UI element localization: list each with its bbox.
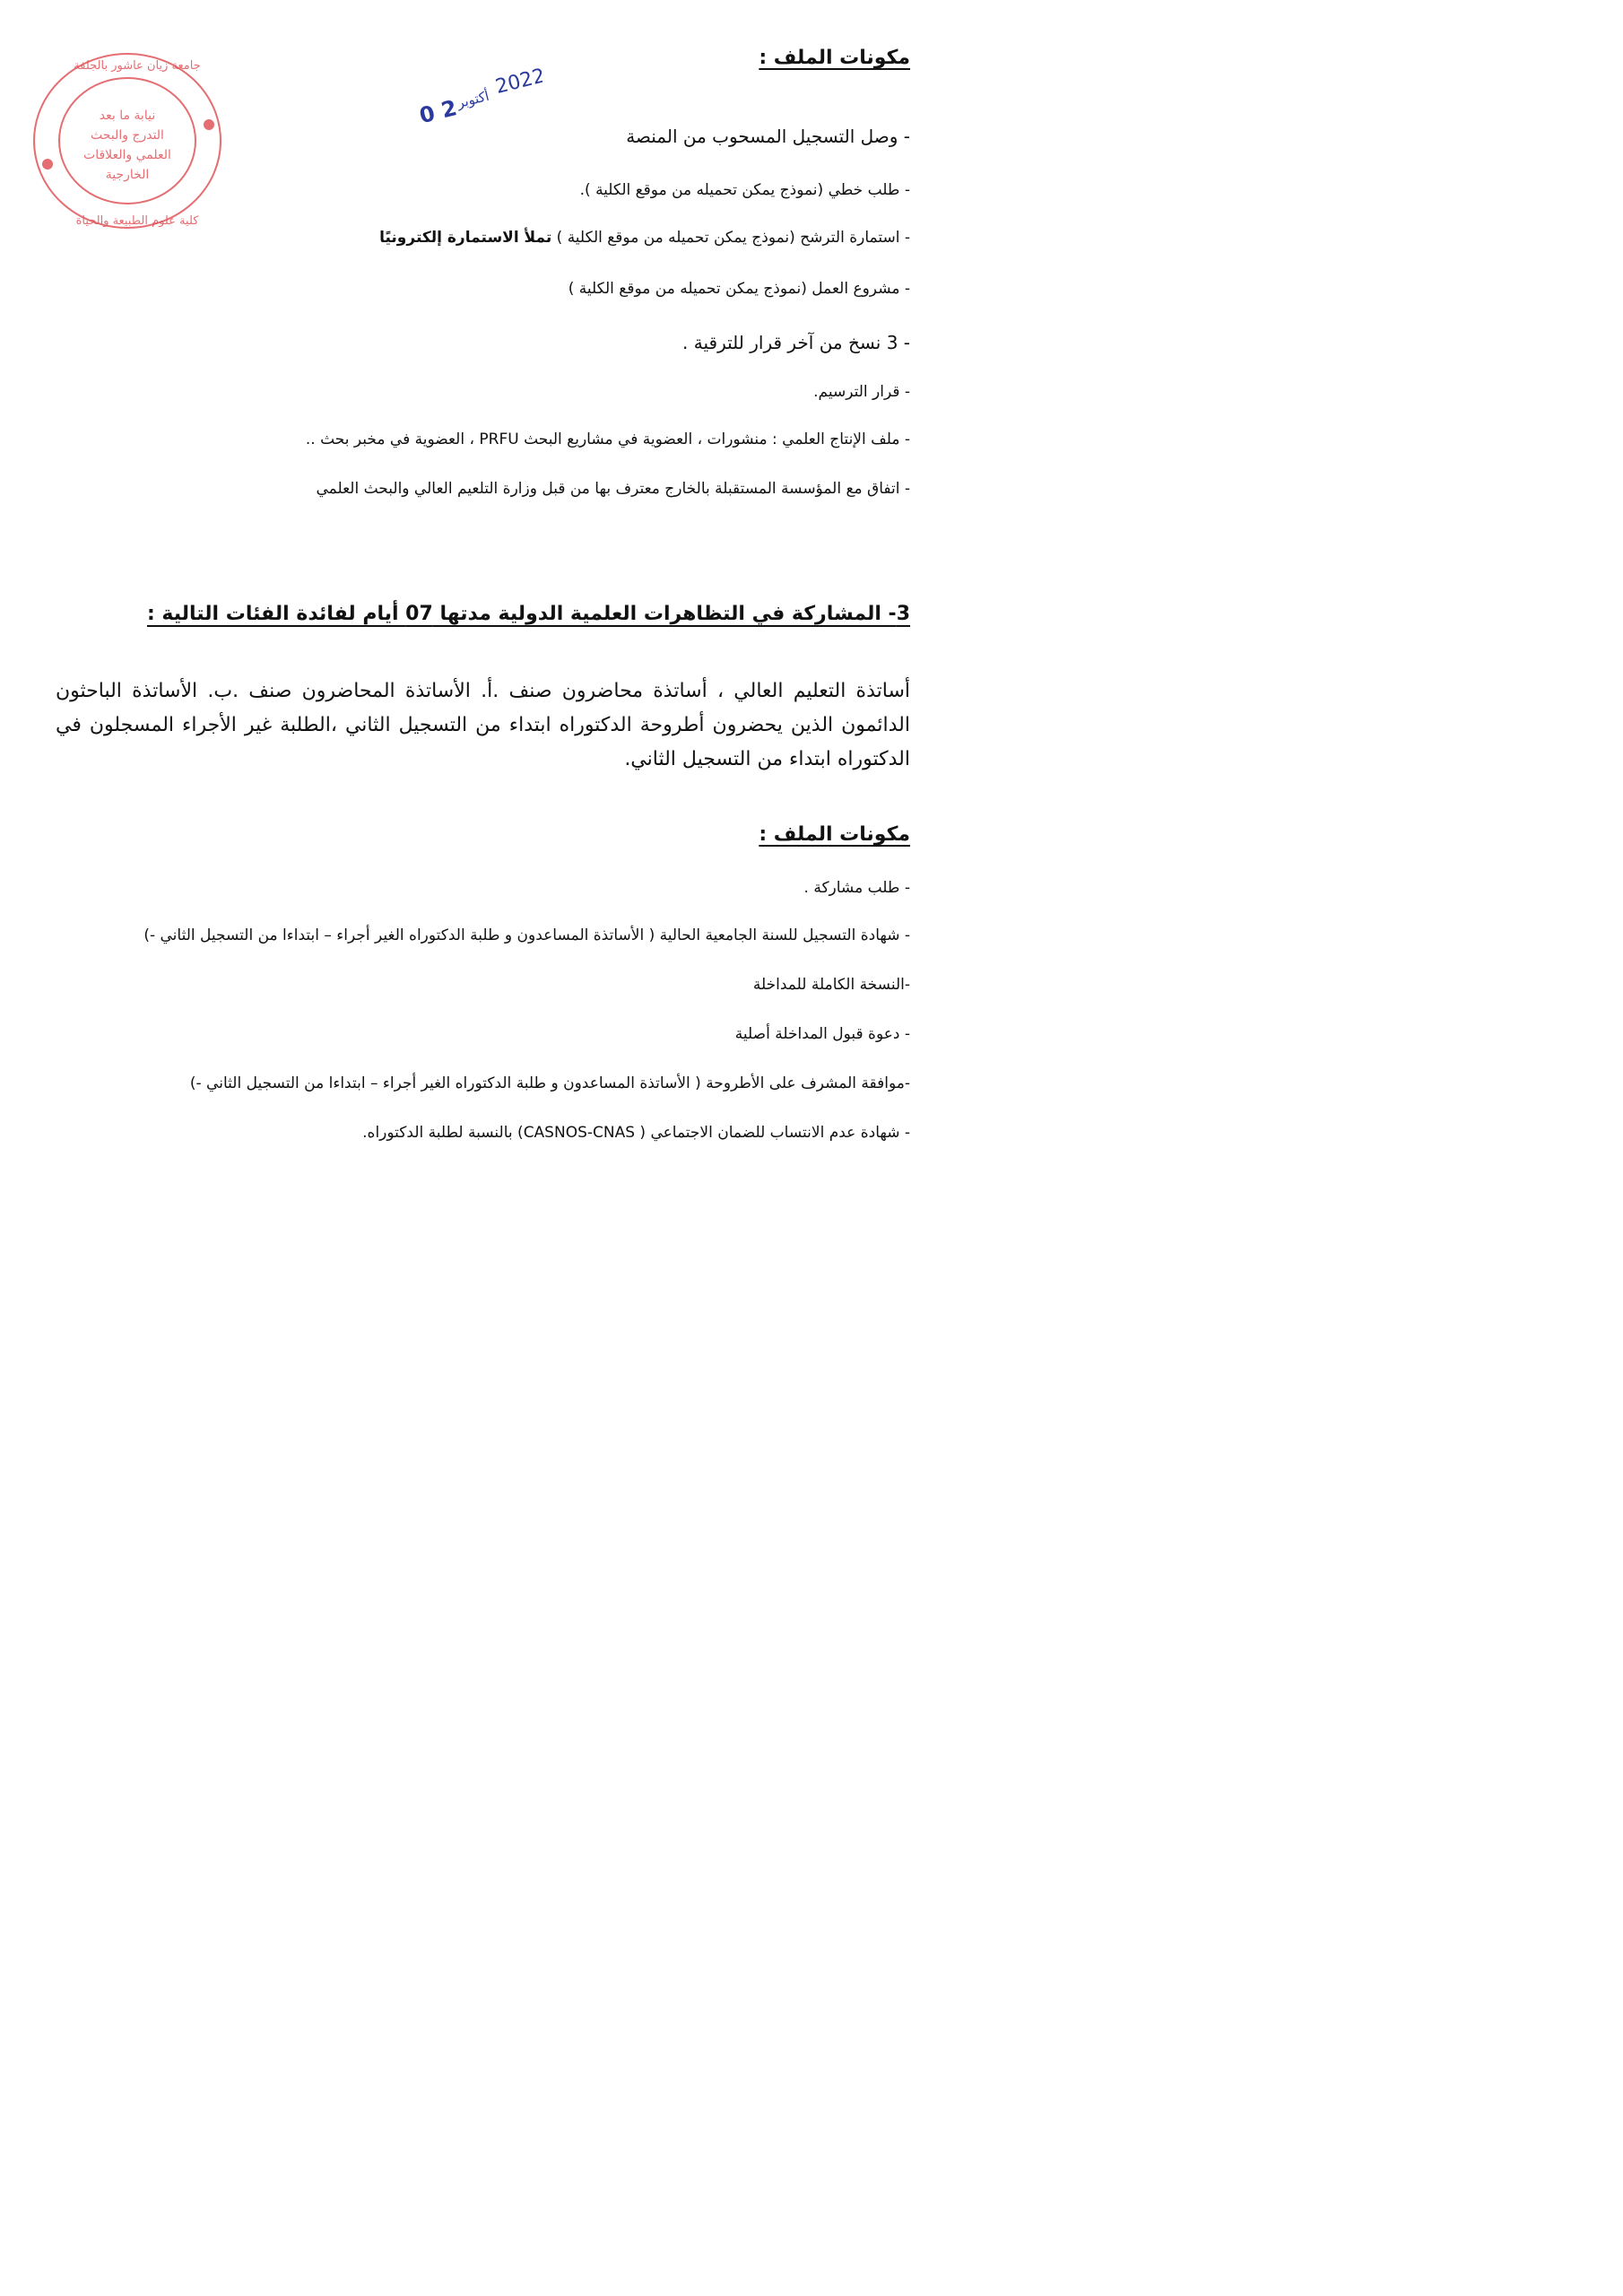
section3-item-2: - شهادة التسجيل للسنة الجامعية الحالية ( الأساتذة المساعدون و طلبة الدكتوراه الغير أجراء – ابتداءا من التسجيل الثاني -) — [143, 926, 910, 944]
section3-item-6: - شهادة عدم الانتساب للضمان الاجتماعي ( CASNOS-CNAS) بالنسبة لطلبة الدكتوراه. — [362, 1124, 910, 1142]
section3-item-5: -موافقة المشرف على الأطروحة ( الأساتذة المساعدون و طلبة الدكتوراه الغير أجراء – ابتداءا من التسجيل الثاني -) — [189, 1074, 910, 1092]
section3-item-3: -النسخة الكاملة للمداخلة — [752, 976, 910, 994]
seal-arc-top: جامعة زيان عاشور بالجلفة — [74, 59, 201, 73]
svg-text:أكتوبر: أكتوبر — [455, 87, 491, 111]
section2-heading: مكونات الملف : — [759, 47, 910, 69]
section3-item-1: - طلب مشاركة . — [803, 879, 910, 897]
section2-item-4: - مشروع العمل (نموذج يمكن تحميله من موقع الكلية ) — [568, 280, 910, 298]
section3-title: 3- المشاركة في التظاهرات العلمية الدولية مدتها 07 أيام لفائدة الفئات التالية : — [146, 603, 910, 625]
seal-line-4: الخارجية — [105, 168, 150, 182]
section2-item-2: - طلب خطي (نموذج يمكن تحميله من موقع الكلية ). — [579, 181, 910, 199]
svg-text:0 2: 0 2 — [416, 95, 460, 126]
svg-text:2022: 2022 — [493, 65, 542, 99]
section2-item-1: - وصل التسجيل المسحوب من المنصة — [626, 126, 910, 147]
date-stamp — [408, 54, 542, 126]
section2-item-3-text: - استمارة الترشح (نموذج يمكن تحميله من موقع الكلية ) — [556, 229, 910, 247]
official-seal-stamp — [30, 49, 225, 233]
section2-item-5: - 3 نسخ من آخر قرار للترقية . — [682, 332, 910, 353]
date-stamp-graphic — [408, 54, 542, 126]
section2-item-3 — [379, 229, 910, 247]
section3-paragraph: أساتذة التعليم العالي ، أساتذة محاضرون صنف .أ. الأساتذة المحاضرون صنف .ب. الأساتذة الباحثون الدائمون الذين يحضرون أطروحة الدكتوراه ابتداء من التسجيل الثاني ،الطلبة غير الأجراء المسجلون في الدكتوراه ابتداء من التسجيل الثاني. — [56, 680, 910, 770]
seal-line-3: العلمي والعلاقات — [83, 148, 171, 162]
section3-item-4: - دعوة قبول المداخلة أصلية — [734, 1025, 910, 1043]
section2-item-3-bold: تملأ الاستمارة إلكترونيًا — [379, 229, 552, 247]
section2-item-7: - ملف الإنتاج العلمي : منشورات ، العضوية في مشاريع البحث PRFU ، العضوية في مخبر بحث .. — [305, 430, 910, 448]
section3-heading: مكونات الملف : — [759, 823, 910, 846]
seal-line-1: نيابة ما بعد — [99, 109, 156, 123]
seal-arc-bottom: كلية علوم الطبيعة والحياة — [75, 214, 199, 228]
section2-item-6: - قرار الترسيم. — [813, 383, 910, 401]
section2-item-8: - اتفاق مع المؤسسة المستقبلة بالخارج معترف بها من قبل وزارة التلعيم العالي والبحث العلمي — [316, 480, 910, 498]
seal-line-2: التدرج والبحث — [91, 128, 164, 143]
